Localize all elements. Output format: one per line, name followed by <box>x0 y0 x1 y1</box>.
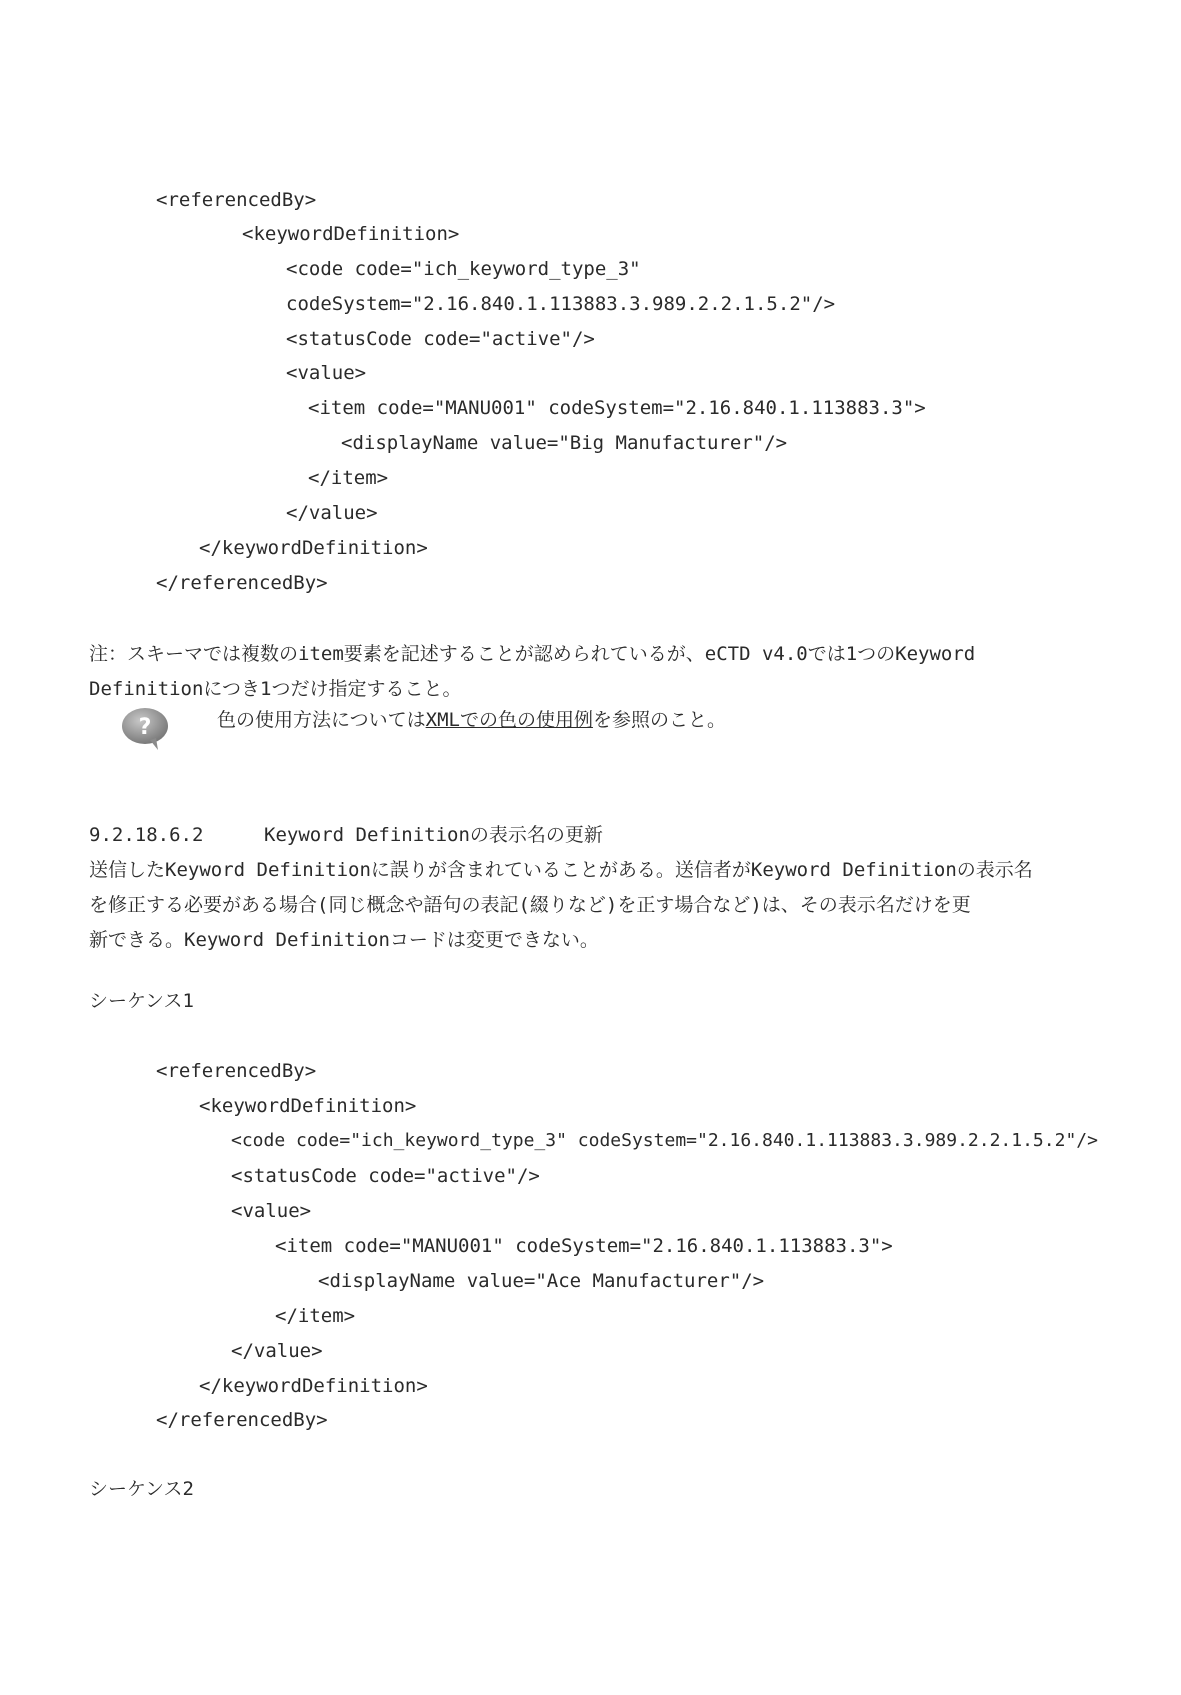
xml-line: <code code="ich_keyword_type_3" <box>286 258 641 280</box>
color-usage-hint <box>217 706 726 734</box>
question-speech-bubble-icon <box>120 706 170 752</box>
xml-line: <code code="ich_keyword_type_3" codeSystem="2.16.840.1.113883.3.989.2.2.1.5.2"/> <box>231 1130 1098 1151</box>
xml-line: <displayName value="Ace Manufacturer"/> <box>318 1270 765 1292</box>
section-title: Keyword Definitionの表示名の更新 <box>264 824 603 846</box>
xml-line: </keywordDefinition> <box>199 1375 428 1397</box>
xml-line: <displayName value="Big Manufacturer"/> <box>341 432 788 454</box>
note-text-line-1: 注：スキーマでは複数のitem要素を記述することが認められているが、eCTD v4.0では1つのKeyword <box>89 643 976 665</box>
xml-line: </referencedBy> <box>156 1409 328 1431</box>
xml-line: </value> <box>286 502 378 524</box>
color-hint-prefix: 色の使用方法については <box>217 709 426 731</box>
xml-line: codeSystem="2.16.840.1.113883.3.989.2.2.1.5.2"/> <box>286 293 836 315</box>
section-body-line-2: を修正する必要がある場合(同じ概念や語句の表記(綴りなど)を正す場合など)は、その表示名だけを更 <box>89 894 971 916</box>
note-paragraph <box>89 637 1099 707</box>
xml-line: </item> <box>275 1305 356 1327</box>
note-text-line-2: Definitionにつき1つだけ指定すること。 <box>89 678 462 700</box>
section-body-line-3: 新できる。Keyword Definitionコードは変更できない。 <box>89 929 599 951</box>
xml-line: </keywordDefinition> <box>199 537 428 559</box>
xml-line: </value> <box>231 1340 323 1362</box>
svg-text:?: ? <box>138 715 152 740</box>
section-body-line-1: 送信したKeyword Definitionに誤りが含まれていることがある。送信者がKeyword Definitionの表示名 <box>89 859 1033 881</box>
xml-line: <keywordDefinition> <box>242 223 460 245</box>
xml-line: <referencedBy> <box>156 189 317 211</box>
xml-line: </item> <box>308 467 389 489</box>
xml-line: <item code="MANU001" codeSystem="2.16.840.1.113883.3"> <box>308 397 926 419</box>
xml-line: <item code="MANU001" codeSystem="2.16.840.1.113883.3"> <box>275 1235 893 1257</box>
section-body <box>89 853 1099 958</box>
xml-line: <statusCode code="active"/> <box>231 1165 540 1187</box>
xml-line: </referencedBy> <box>156 572 328 594</box>
color-usage-example-link[interactable]: XMLでの色の使用例 <box>425 709 593 731</box>
xml-line: <referencedBy> <box>156 1060 317 1082</box>
color-hint-suffix: を参照のこと。 <box>592 709 726 731</box>
xml-line: <value> <box>286 362 367 384</box>
sequence-1-label: シーケンス1 <box>89 990 194 1012</box>
section-number: 9.2.18.6.2 <box>89 824 204 846</box>
sequence-2-label: シーケンス2 <box>89 1478 194 1500</box>
xml-line: <statusCode code="active"/> <box>286 328 595 350</box>
xml-line: <keywordDefinition> <box>199 1095 417 1117</box>
xml-line: <value> <box>231 1200 312 1222</box>
